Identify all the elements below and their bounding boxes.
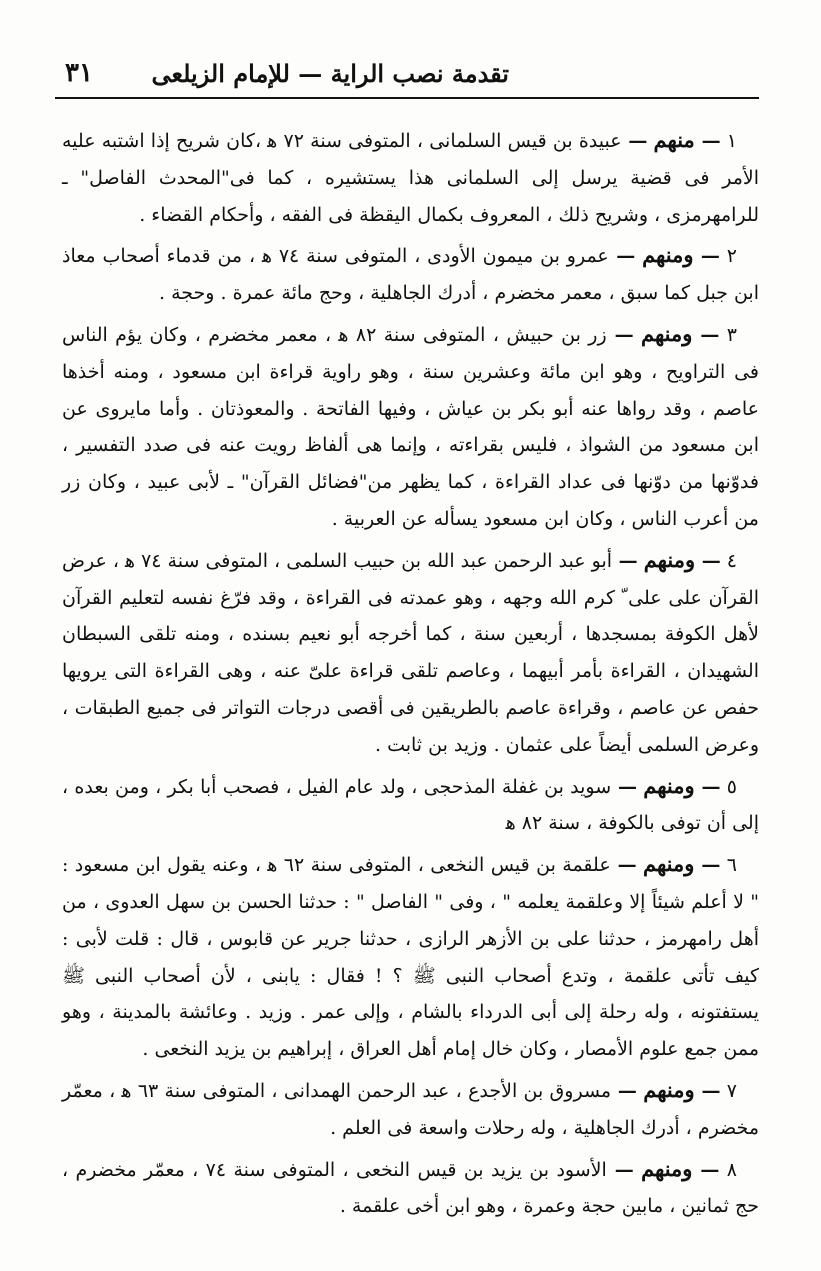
entry-marker: ومنهم bbox=[643, 546, 696, 572]
page-number: ٣١ bbox=[65, 58, 93, 88]
entry-text: مسروق بن الأجدع ، عبد الرحمن الهمدانى ، المتوفى سنة ٦٣ ﻫ ، معمّر مخضرم ، أدرك الجاهلية ، وله رحلات واسعة فى العلم . bbox=[62, 1079, 759, 1139]
entry-7: ٧ — ومنهم — مسروق بن الأجدع ، عبد الرحمن الهمدانى ، المتوفى سنة ٦٣ ﻫ ، معمّر مخضرم ، أدرك الجاهلية ، وله رحلات واسعة فى العلم . bbox=[62, 1076, 759, 1139]
entry-text: عمرو بن ميمون الأودى ، المتوفى سنة ٧٤ ﻫ ، من قدماء أصحاب معاذ ابن جبل كما سبق ، معمر مخضرم ، أدرك الجاهلية ، وحج مائة عمرة . وحجة . bbox=[62, 245, 759, 305]
entry-marker: منهم bbox=[653, 127, 695, 152]
entry-number: ٢ bbox=[726, 245, 737, 268]
entry-number: ٨ bbox=[726, 1158, 737, 1181]
entry-marker: ومنهم bbox=[641, 1155, 693, 1181]
page-body bbox=[62, 122, 759, 1225]
entry-number: ٦ bbox=[726, 854, 737, 877]
entry-text: علقمة بن قيس النخعى ، المتوفى سنة ٦٢ ﻫ ، وعنه يقول ابن مسعود : " لا أعلم شيئاً إلا وعلقمة يعلمه " ، وفى " الفاصل " : حدثنا الحسن بن سهل العدوى ، من أهل رامهرمز ، حدثنا على بن الأزهر الرازى ، حدثنا جرير عن قابوس ، قال : قلت لأبى : كيف تأتى علقمة ، وتدع أصحاب النبى ﷺ ؟ ! فقال : يابنى ، لأن أصحاب النبى ﷺ يستفتونه ، وله رحلة إلى أبى الدرداء بالشام ، وإلى عمر . وزيد . وعائشة بالمدينة ، وهو ممن جمع علوم الأمصار ، وكان خال إمام أهل العراق ، إبراهيم بن يزيد النخعى . bbox=[62, 854, 759, 1061]
entry-text: أبو عبد الرحمن عبد الله بن حبيب السلمى ، المتوفى سنة ٧٤ ﻫ ، عرض القرآن على على ّ كرم الله وجهه ، وهو عمدته فى القراءة ، وقد فرّغ نفسه لتعليم القرآن لأهل الكوفة بمسجدها ، أربعين سنة ، كما أخرجه أبو نعيم بسنده ، ومنه تلقى السبطان الشهيدان ، القراءة بأمر أبيهما ، وعاصم تلقى قراءة علىّ عنه ، وهى القراءة التى يرويها حفص عن عاصم ، وقراءة عاصم بالطريقين فى أقصى درجات التواتر فى جميع الطبقات ، وعرض السلمى أيضاً على عثمان . وزيد بن ثابت . bbox=[62, 549, 759, 756]
entry-marker: ومنهم bbox=[642, 242, 694, 268]
entry-text: الأسود بن يزيد بن قيس النخعى ، المتوفى سنة ٧٤ ، معمّر مخضرم ، حج ثمانين ، مابين حجة وعمرة ، وهو ابن أخى علقمة . bbox=[62, 1158, 759, 1218]
entry-4: ٤ — ومنهم — أبو عبد الرحمن عبد الله بن حبيب السلمى ، المتوفى سنة ٧٤ ﻫ ، عرض القرآن على على ّ كرم الله وجهه ، وهو عمدته فى القراءة ، وقد فرّغ نفسه لتعليم القرآن لأهل الكوفة بمسجدها ، أربعين سنة ، كما أخرجه أبو نعيم بسنده ، ومنه تلقى السبطان الشهيدان ، القراءة بأمر أبيهما ، وعاصم تلقى قراءة علىّ عنه ، وهى القراءة التى يرويها حفص عن عاصم ، وقراءة عاصم بالطريقين فى أقصى درجات التواتر فى جميع الطبقات ، وعرض السلمى أيضاً على عثمان . وزيد بن ثابت . bbox=[62, 546, 759, 756]
entry-text: عبيدة بن قيس السلمانى ، المتوفى سنة ٧٢ ﻫ ،كان شريح إذا اشتبه عليه الأمر فى قضية يرسل إلى السلمانى هذا يستشيره ، كما فى"المحدث الفاصل" ـ للرامهرمزى ، وشريح ذلك ، المعروف بكمال اليقظة فى الفقه ، وأحكام القضاء . bbox=[62, 130, 759, 226]
header-rule bbox=[55, 97, 759, 99]
entry-marker: ومنهم bbox=[643, 772, 695, 798]
entry-8: ٨ — ومنهم — الأسود بن يزيد بن قيس النخعى ، المتوفى سنة ٧٤ ، معمّر مخضرم ، حج ثمانين ، مابين حجة وعمرة ، وهو ابن أخى علقمة . bbox=[62, 1155, 759, 1218]
running-title: تقدمة نصب الراية — للإمام الزيلعى bbox=[151, 58, 509, 88]
entry-marker: ومنهم bbox=[643, 851, 695, 877]
entry-text: سويد بن غفلة المذحجى ، ولد عام الفيل ، فصحب أبا بكر ، ومن بعده ، إلى أن توفى بالكوفة ، سنة ٨٢ ﻫ bbox=[62, 775, 759, 835]
entry-6: ٦ — ومنهم — علقمة بن قيس النخعى ، المتوفى سنة ٦٢ ﻫ ، وعنه يقول ابن مسعود : " لا أعلم شيئاً إلا وعلقمة يعلمه " ، وفى " الفاصل " : حدثنا الحسن بن سهل العدوى ، من أهل رامهرمز ، حدثنا على بن الأزهر الرازى ، حدثنا جرير عن قابوس ، قال : قلت لأبى : كيف تأتى علقمة ، وتدع أصحاب النبى ﷺ ؟ ! فقال : يابنى ، لأن أصحاب النبى ﷺ يستفتونه ، وله رحلة إلى أبى الدرداء بالشام ، وإلى عمر . وزيد . وعائشة بالمدينة ، وهو ممن جمع علوم الأمصار ، وكان خال إمام أهل العراق ، إبراهيم بن يزيد النخعى . bbox=[62, 851, 759, 1061]
page-header bbox=[55, 50, 759, 96]
entry-number: ٧ bbox=[726, 1079, 737, 1102]
entry-number: ٤ bbox=[726, 549, 737, 572]
entry-1: ١ — منهم — عبيدة بن قيس السلمانى ، المتوفى سنة ٧٢ ﻫ ،كان شريح إذا اشتبه عليه الأمر فى قضية يرسل إلى السلمانى هذا يستشيره ، كما فى"المحدث الفاصل" ـ للرامهرمزى ، وشريح ذلك ، المعروف بكمال اليقظة فى الفقه ، وأحكام القضاء . bbox=[62, 127, 759, 226]
entry-marker: ومنهم bbox=[643, 1076, 695, 1102]
entry-5: ٥ — ومنهم — سويد بن غفلة المذحجى ، ولد عام الفيل ، فصحب أبا بكر ، ومن بعده ، إلى أن توفى بالكوفة ، سنة ٨٢ ﻫ bbox=[62, 772, 759, 835]
entry-number: ٣ bbox=[726, 323, 737, 346]
entry-marker: ومنهم bbox=[641, 320, 693, 346]
entry-number: ٥ bbox=[726, 775, 737, 798]
entry-number: ١ bbox=[726, 130, 737, 152]
entry-3: ٣ — ومنهم — زر بن حبيش ، المتوفى سنة ٨٢ ﻫ ، معمر مخضرم ، وكان يؤم الناس فى التراويح ، وهو ابن مائة وعشرين سنة ، وهو راوية قراءة ابن مسعود ، ومنه أخذها عاصم ، وقد رواها عنه أبو بكر بن عياش ، وفيها الفاتحة . والمعوذتان . وأما مايروى عن ابن مسعود من الشواذ ، فليس بقراءته ، وإنما هى ألفاظ رويت عنه فى صدد التفسير ، فدوّنها من دوّنها فى عداد القراءة ، كما يظهر من"فضائل القرآن" ـ لأبى عبيد ، وكان زر من أعرب الناس ، وكان ابن مسعود يسأله عن العربية . bbox=[62, 320, 759, 530]
entry-text: زر بن حبيش ، المتوفى سنة ٨٢ ﻫ ، معمر مخضرم ، وكان يؤم الناس فى التراويح ، وهو ابن مائة وعشرين سنة ، وهو راوية قراءة ابن مسعود ، ومنه أخذها عاصم ، وقد رواها عنه أبو بكر بن عياش ، وفيها الفاتحة . والمعوذتان . وأما مايروى عن ابن مسعود من الشواذ ، فليس بقراءته ، وإنما هى ألفاظ رويت عنه فى صدد التفسير ، فدوّنها من دوّنها فى عداد القراءة ، كما يظهر من"فضائل القرآن" ـ لأبى عبيد ، وكان زر من أعرب الناس ، وكان ابن مسعود يسأله عن العربية . bbox=[62, 323, 759, 530]
entry-2: ٢ — ومنهم — عمرو بن ميمون الأودى ، المتوفى سنة ٧٤ ﻫ ، من قدماء أصحاب معاذ ابن جبل كما سبق ، معمر مخضرم ، أدرك الجاهلية ، وحج مائة عمرة . وحجة . bbox=[62, 242, 759, 305]
